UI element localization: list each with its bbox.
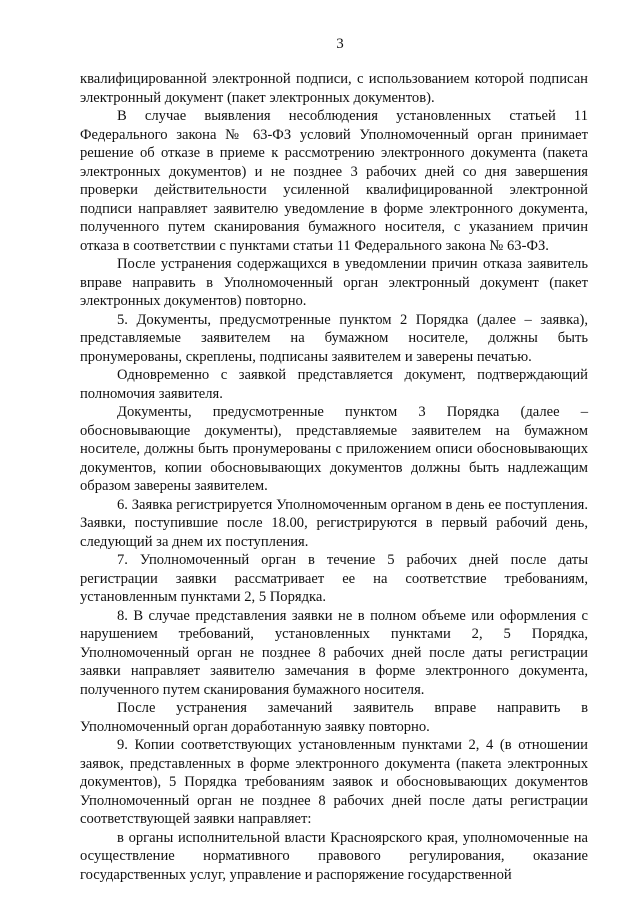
page-number: 3	[336, 36, 344, 52]
paragraph: В случае выявления несоблюдения установленных статьей 11 Федерального закона № 63-ФЗ условий Уполномоченный орган принимает решение об отказе в приеме к рассмотрению электронного документа (пакета электронных документов) и не позднее 3 рабочих дней со дня завершения проверки действительности усиленной квалифицированной электронной подписи направляет заявителю уведомление в форме электронного документа, полученного путем сканирования бумажного носителя, с указанием причин отказа в соответствии с пунктами статьи 11 Федерального закона № 63-ФЗ.	[80, 108, 588, 254]
paragraph: квалифицированной электронной подписи, с использованием которой подписан электронный документ (пакет электронных документов).	[80, 71, 588, 106]
paragraph: После устранения содержащихся в уведомлении причин отказа заявитель вправе направить в Уполномоченный орган электронный документ (пакет электронных документов) повторно.	[80, 256, 588, 309]
paragraph: 9. Копии соответствующих установленным пунктами 2, 4 (в отношении заявок, представленных в форме электронного документа (пакета электронных документов), 5 Порядка требованиям заявок и обосновывающих документов Уполномоченный орган не позднее 8 рабочих дней после даты регистрации соответствующей заявки направляет:	[80, 737, 588, 827]
paragraph: Документы, предусмотренные пунктом 3 Порядка (далее – обосновывающие документы), представляемые заявителем на бумажном носителе, должны быть пронумерованы с приложением описи обосновывающих документов, копии обосновывающих документов должны быть надлежащим образом заверены заявителем.	[80, 404, 588, 494]
paragraph: Одновременно с заявкой представляется документ, подтверждающий полномочия заявителя.	[80, 367, 588, 402]
paragraph: 6. Заявка регистрируется Уполномоченным органом в день ее поступления. Заявки, поступившие после 18.00, регистрируются в первый рабочий день, следующий за днем их поступления.	[80, 496, 588, 550]
document-body	[80, 70, 588, 884]
paragraph: в органы исполнительной власти Красноярского края, уполномоченные на осуществление нормативного правового регулирования, оказание государственных услуг, управление и распоряжение государственной	[80, 829, 588, 883]
paragraph: 7. Уполномоченный орган в течение 5 рабочих дней после даты регистрации заявки рассматривает ее на соответствие требованиям, установленным пунктами 2, 5 Порядка.	[80, 552, 588, 605]
paragraph: 8. В случае представления заявки не в полном объеме или оформления с нарушением требований, установленных пунктами 2, 5 Порядка, Уполномоченный орган не позднее 8 рабочих дней после даты регистрации заявки направляет заявителю замечания в форме электронного документа, полученного путем сканирования бумажного носителя.	[80, 607, 588, 698]
paragraph: 5. Документы, предусмотренные пунктом 2 Порядка (далее – заявка), представляемые заявителем на бумажном носителе, должны быть пронумерованы, скреплены, подписаны заявителем и заверены печатью.	[80, 311, 588, 365]
paragraph: После устранения замечаний заявитель вправе направить в Уполномоченный орган доработанную заявку повторно.	[80, 700, 588, 735]
